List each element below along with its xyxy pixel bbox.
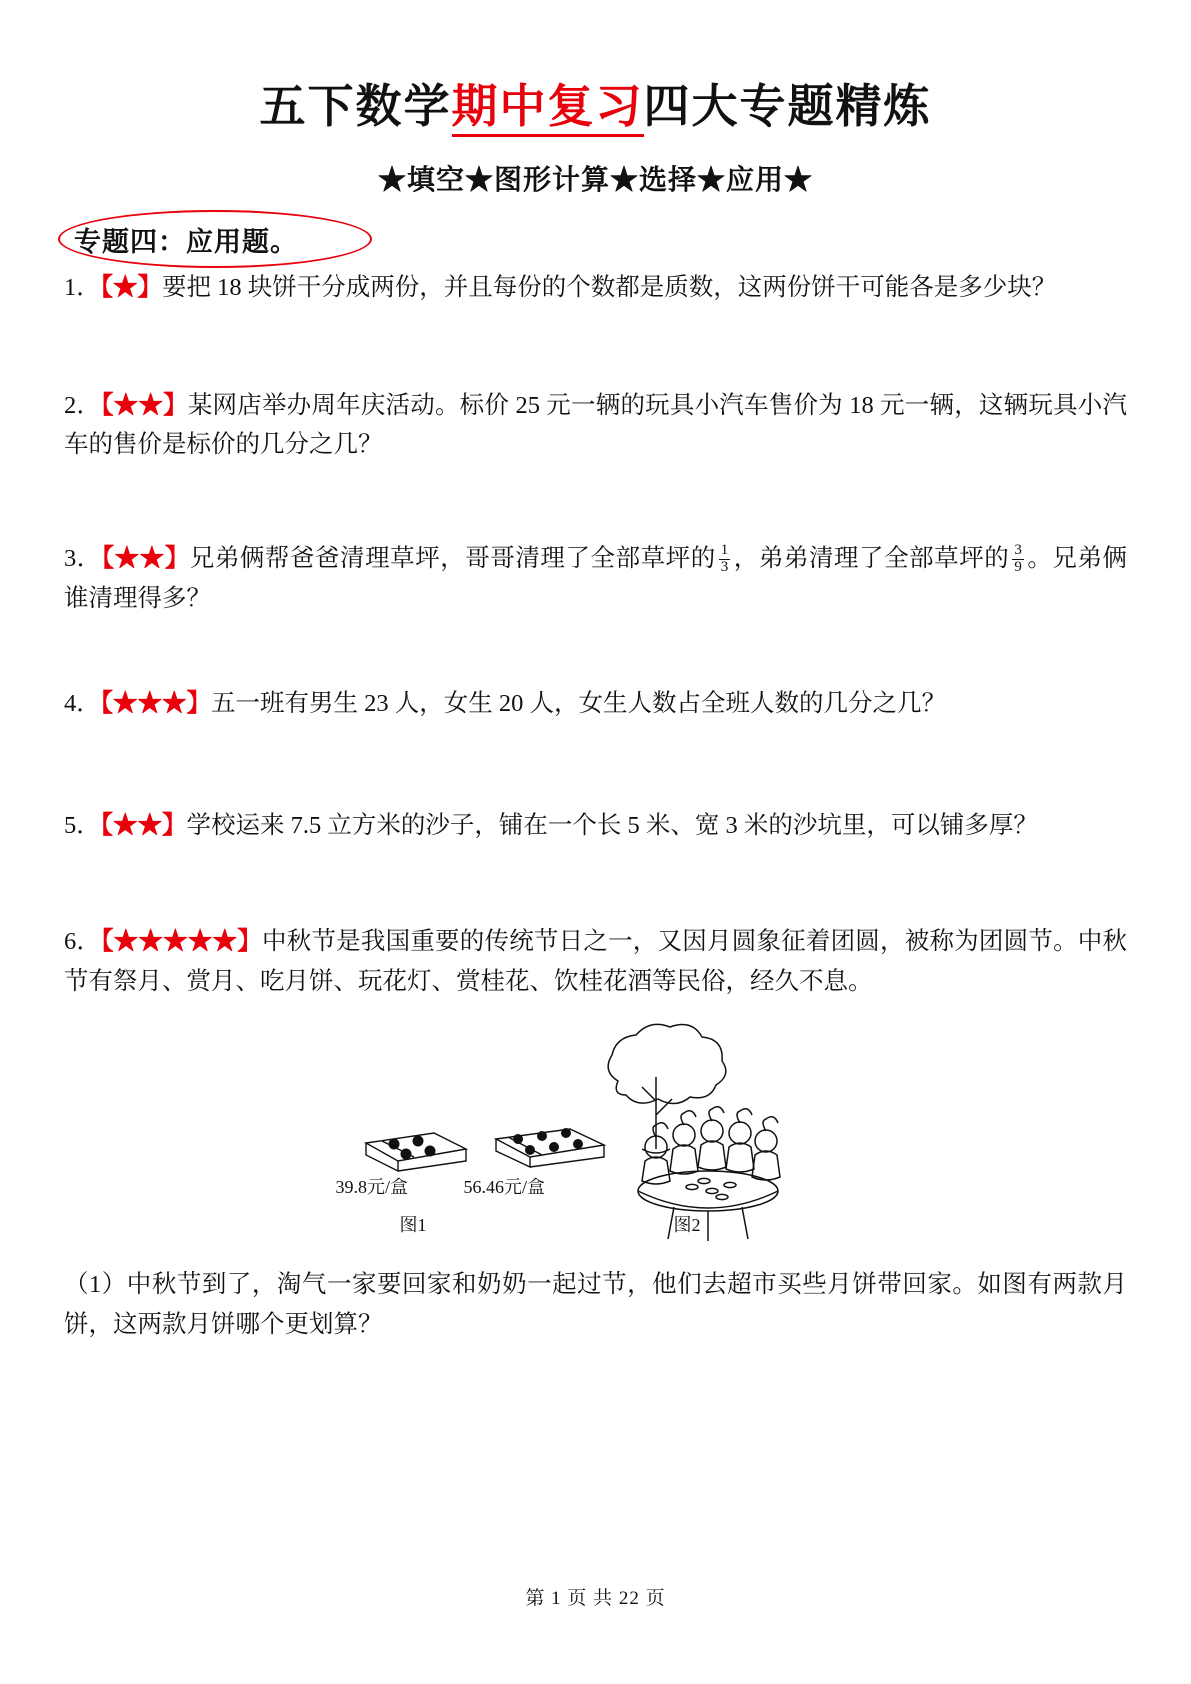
answer-space-3 <box>64 618 1127 684</box>
question-1-stars: 【★】 <box>100 274 162 301</box>
illustration-svg <box>356 1015 836 1255</box>
section-heading: 专题四：应用题。 <box>74 227 298 258</box>
fraction-one-third <box>719 543 731 576</box>
question-2-number: 2． <box>64 391 102 419</box>
answer-space-4 <box>64 724 1127 806</box>
fraction-denominator: 3 <box>720 558 729 575</box>
question-6-text: 中秋节是我国重要的传统节日之一，又因月圆象征着团圆，被称为团圆节。中秋节有祭月、赏月、吃月饼、玩花灯、赏桂花、饮桂花酒等民俗，经久不息。 <box>64 927 1128 995</box>
question-5 <box>64 806 1127 846</box>
question-1 <box>64 268 1127 308</box>
question-1-text: 要把 18 块饼干分成两份，并且每份的个数都是质数，这两份饼干可能各是多少块？ <box>162 274 1057 301</box>
title-part-2: 四大专题精炼 <box>643 79 932 133</box>
price-label-right: 56.46元/盒 <box>463 1177 546 1198</box>
question-6-stars: 【★★★★★】 <box>101 927 262 955</box>
fraction-three-ninths <box>1012 543 1024 576</box>
price-label-left: 39.8元/盒 <box>335 1177 409 1198</box>
figure-label-2: 图2 <box>673 1215 701 1236</box>
question-2-text: 某网店举办周年庆活动。标价 25 元一辆的玩具小汽车售价为 18 元一辆，这辆玩具小汽车的售价是标价的几分之几？ <box>64 391 1128 459</box>
tree-icon <box>608 1025 726 1154</box>
page-title <box>64 70 1127 136</box>
answer-space-5 <box>64 846 1127 922</box>
title-highlight: 期中复习 <box>452 79 644 137</box>
mooncake-box-1-icon <box>366 1133 466 1171</box>
question-6 <box>64 922 1127 1001</box>
question-4-text: 五一班有男生 23 人，女生 20 人，女生人数占全班人数的几分之几？ <box>211 690 946 718</box>
title-part-1: 五下数学 <box>259 79 452 133</box>
question-3-text-c: 。兄弟俩谁清理得多？ <box>64 545 1128 612</box>
figure-label-1: 图1 <box>399 1215 427 1236</box>
question-1-number: 1． <box>64 274 101 301</box>
question-5-stars: 【★★】 <box>100 812 187 840</box>
question-3-text-a: 兄弟俩帮爸爸清理草坪，哥哥清理了全部草坪的 <box>189 545 716 573</box>
answer-space-2 <box>64 465 1127 539</box>
page-subtitle: ★填空★图形计算★选择★应用★ <box>377 163 813 196</box>
page-footer: 第 1 页 共 22 页 <box>525 1588 666 1609</box>
question-4 <box>64 684 1127 724</box>
question-3-stars: 【★★】 <box>101 545 190 573</box>
question-6-number: 6． <box>64 927 102 955</box>
question-5-text: 学校运来 7.5 立方米的沙子，铺在一个长 5 米、宽 3 米的沙坑里，可以铺多厚？ <box>186 812 1038 840</box>
round-table-icon <box>638 1171 778 1241</box>
question-4-stars: 【★★★】 <box>100 690 211 718</box>
question-3 <box>64 539 1127 618</box>
question-3-text-b: ，弟弟清理了全部草坪的 <box>733 545 1010 573</box>
fraction-denominator: 9 <box>1014 558 1022 575</box>
fraction-numerator: 3 <box>1014 542 1022 559</box>
question-2-stars: 【★★】 <box>101 391 188 419</box>
sub-question-1: （1）中秋节到了，淘气一家要回家和奶奶一起过节，他们去超市买些月饼带回家。如图有两款月饼，这两款月饼哪个更划算？ <box>64 1271 1127 1338</box>
question-2 <box>64 386 1127 465</box>
section-heading-group <box>64 216 1127 268</box>
answer-space-1 <box>64 308 1127 386</box>
mooncake-box-2-icon <box>496 1128 604 1167</box>
fraction-numerator: 1 <box>720 542 729 559</box>
mooncake-illustration <box>64 1015 1127 1265</box>
question-4-number: 4． <box>64 690 101 718</box>
question-3-number: 3． <box>64 545 102 573</box>
question-5-number: 5． <box>64 812 101 840</box>
